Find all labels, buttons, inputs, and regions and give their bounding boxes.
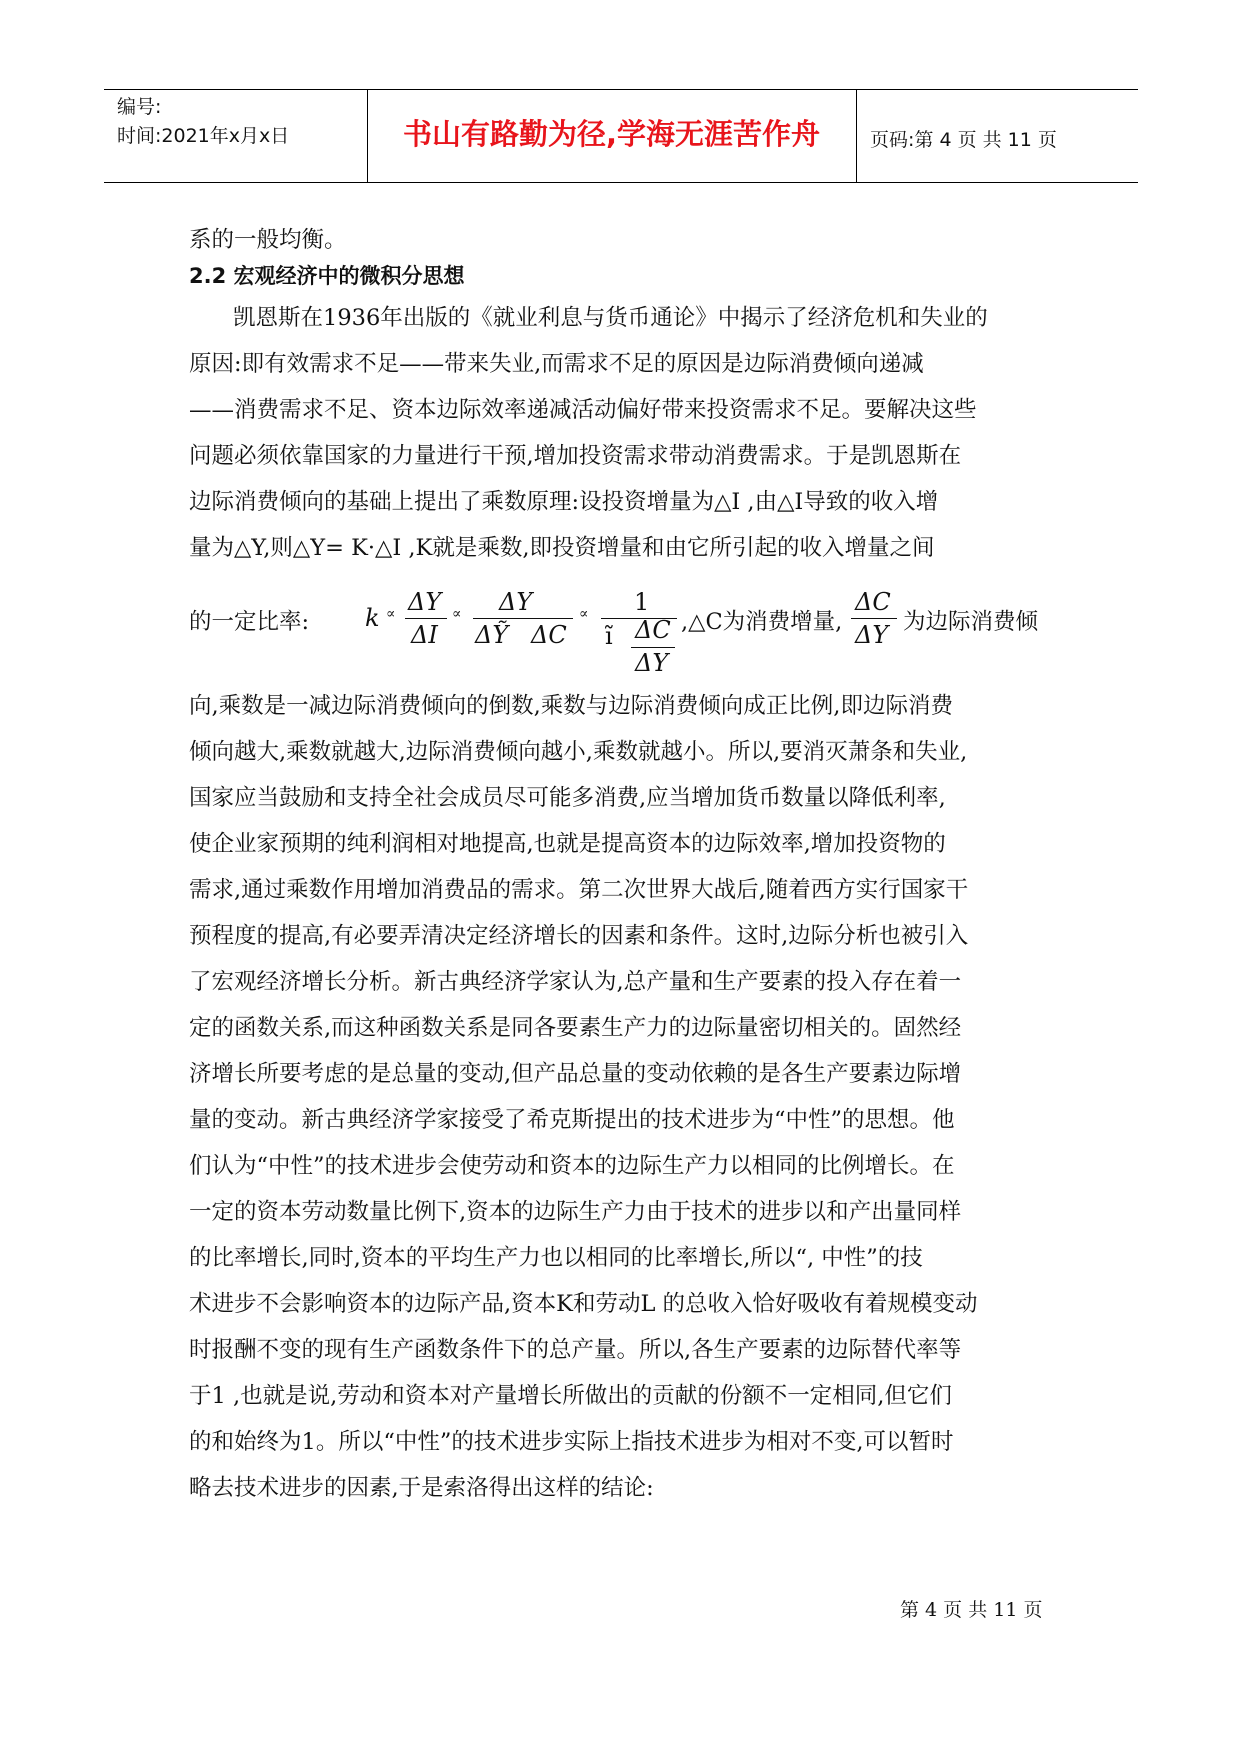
multiplier-formula [189, 588, 1059, 678]
header-meta [117, 93, 289, 151]
body-line: 们认为“中性”的技术进步会使劳动和资本的边际生产力以相同的比例增长。在 [189, 1153, 955, 1179]
header-number-label: 编号: [117, 96, 162, 118]
header-page-label: 页码:第 4 页 共 11 页 [870, 129, 1057, 151]
body-line: 原因:即有效需求不足——带来失业,而需求不足的原因是边际消费倾向递减 [189, 351, 924, 377]
body-line: 于1 ,也就是说,劳动和资本对产量增长所做出的贡献的份额不一定相同,但它们 [189, 1383, 952, 1409]
body-line: 济增长所要考虑的是总量的变动,但产品总量的变动依赖的是各生产要素边际增 [189, 1061, 962, 1087]
formula-denominator: ΔI [411, 621, 438, 649]
body-line: 定的函数关系,而这种函数关系是同各要素生产力的边际量密切相关的。固然经 [189, 1015, 962, 1041]
formula-nested-numerator: ΔC [635, 616, 671, 644]
body-line: 一定的资本劳动数量比例下,资本的边际生产力由于技术的进步以和产出量同样 [189, 1199, 962, 1225]
formula-numerator: ΔY [408, 588, 442, 616]
body-line: 使企业家预期的纯利润相对地提高,也就是提高资本的边际效率,增加投资物的 [189, 831, 946, 857]
formula-k: k [365, 604, 380, 632]
body-line: 术进步不会影响资本的边际产品,资本K和劳动L 的总收入恰好吸收有着规模变动 [189, 1291, 978, 1317]
formula-numerator: 1 [634, 588, 650, 616]
header-top-rule [104, 89, 1138, 90]
body-line: 需求,通过乘数作用增加消费品的需求。第二次世界大战后,随着西方实行国家干 [189, 877, 969, 903]
formula-nested-denominator: ΔY [635, 649, 669, 677]
body-line: 系的一般均衡。 [189, 227, 347, 253]
body-line: 略去技术进步的因素,于是索洛得出这样的结论: [189, 1475, 654, 1501]
body-line: 量为△Y,则△Y= K·△I ,K就是乘数,即投资增量和由它所引起的收入增量之间 [189, 535, 935, 561]
formula-symbol: ∝ [452, 606, 462, 622]
body-line: 问题必须依靠国家的力量进行干预,增加投资需求带动消费需求。于是凯恩斯在 [189, 443, 962, 469]
body-line: 了宏观经济增长分析。新古典经济学家认为,总产量和生产要素的投入存在着一 [189, 969, 962, 995]
body-line: 预程度的提高,有必要弄清决定经济增长的因素和条件。这时,边际分析也被引入 [189, 923, 969, 949]
formula-suffix: 为边际消费倾 [903, 609, 1039, 635]
formula-denominator: ΔY [855, 621, 889, 649]
formula-mid-text: ,△C为消费增量, [681, 609, 843, 635]
formula-numerator: ΔY [499, 588, 533, 616]
formula-prefix: 的一定比率: [189, 609, 310, 635]
formula-symbol: ∝ [386, 606, 396, 622]
formula-symbol: ∝ [579, 606, 589, 622]
body-line: 边际消费倾向的基础上提出了乘数原理:设投资增量为△I ,由△I导致的收入增 [189, 489, 939, 515]
section-heading: 2.2 宏观经济中的微积分思想 [189, 264, 465, 288]
header-motto: 书山有路勤为径,学海无涯苦作舟 [402, 117, 821, 151]
header-time-label: 时间:2021年x月x日 [117, 125, 290, 147]
header-bottom-rule [104, 182, 1138, 183]
footer-page-number: 第 4 页 共 11 页 [900, 1599, 1043, 1621]
body-line: 倾向越大,乘数就越大,边际消费倾向越小,乘数就越小。所以,要消灭萧条和失业, [189, 739, 968, 765]
fraction-bar [473, 618, 573, 619]
formula-numerator: ΔC [855, 588, 891, 616]
fraction-bar [631, 647, 675, 648]
body-line: 时报酬不变的现有生产函数条件下的总产量。所以,各生产要素的边际替代率等 [189, 1337, 962, 1363]
body-line: 凯恩斯在1936年出版的《就业利息与货币通论》中揭示了经济危机和失业的 [233, 305, 988, 331]
body-line: 国家应当鼓励和支持全社会成员尽可能多消费,应当增加货币数量以降低利率, [189, 785, 946, 811]
formula-denominator: ΔỸ [475, 621, 509, 649]
body-line: 向,乘数是一减边际消费倾向的倒数,乘数与边际消费倾向成正比例,即边际消费 [189, 693, 953, 719]
fraction-bar [405, 618, 447, 619]
body-line: 的比率增长,同时,资本的平均生产力也以相同的比率增长,所以“, 中性”的技 [189, 1245, 923, 1271]
formula-denominator: ĩ [605, 622, 613, 650]
formula-denominator: ΔC [531, 621, 567, 649]
fraction-bar [851, 618, 897, 619]
body-line: 量的变动。新古典经济学家接受了希克斯提出的技术进步为“中性”的思想。他 [189, 1107, 955, 1133]
body-line: 的和始终为1。所以“中性”的技术进步实际上指技术进步为相对不变,可以暂时 [189, 1429, 954, 1455]
header-divider-right [856, 89, 857, 182]
body-line: ——消费需求不足、资本边际效率递减活动偏好带来投资需求不足。要解决这些 [189, 397, 977, 423]
